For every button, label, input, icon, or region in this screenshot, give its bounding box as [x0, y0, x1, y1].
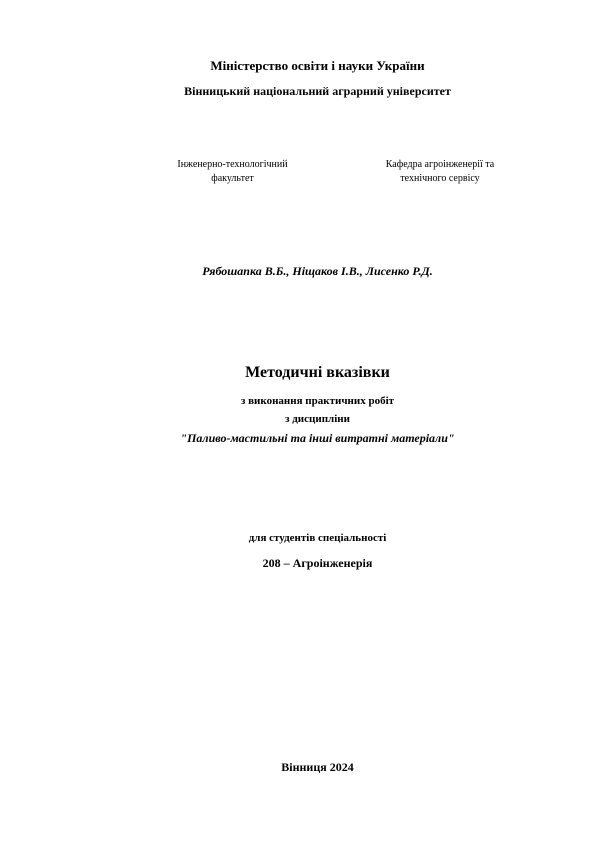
faculty-block — [155, 158, 310, 186]
department-line-2: технічного сервісу — [400, 173, 480, 184]
faculty-line-2: факультет — [211, 173, 254, 184]
subtitle-practical-works: з виконання практичних робіт — [240, 395, 395, 407]
discipline-name: "Паливо-мастильні та інші витратні матеріали" — [180, 431, 455, 445]
university-name: Вінницький національний аграрний університет — [184, 84, 451, 98]
subtitle-discipline-label: з дисципліни — [285, 413, 350, 425]
department-line-1: Кафедра агроінженерії та — [385, 159, 495, 170]
specialty-code: 208 – Агроінженерія — [262, 556, 373, 570]
faculty-line-1: Інженерно-технологічний — [177, 159, 288, 170]
students-specialty-label: для студентів спеціальності — [248, 532, 387, 544]
authors: Рябошапка В.Б., Ніщаков І.В., Лисенко Р.Д. — [202, 264, 433, 278]
department-block — [360, 158, 520, 186]
document-title: Методичні вказівки — [245, 364, 390, 381]
city-year: Вінниця 2024 — [281, 760, 354, 774]
ministry-name: Міністерство освіти і науки України — [210, 58, 425, 73]
